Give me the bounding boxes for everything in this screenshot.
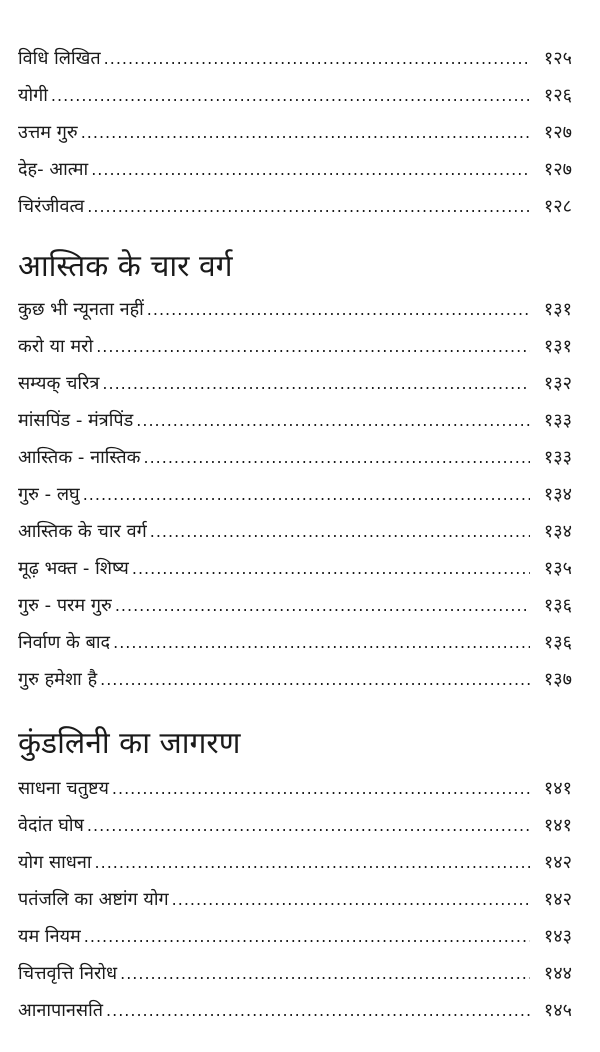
toc-entry-page: १२५ (543, 48, 572, 69)
toc-entry-title: चित्तवृत्ति निरोध (18, 963, 118, 984)
toc-entry-page: १४१ (543, 778, 572, 799)
toc-entry[interactable] (18, 550, 572, 587)
toc-entry-page: १४२ (543, 852, 572, 873)
toc-entry[interactable] (18, 77, 572, 114)
toc-entry-page: १३४ (543, 521, 572, 542)
toc-entry[interactable] (18, 291, 572, 328)
dot-leader (81, 114, 530, 151)
toc-entry[interactable] (18, 992, 572, 1029)
toc-entry-title: उत्तम गुरु (18, 122, 78, 143)
toc-entry-page: १३५ (543, 558, 572, 579)
dot-leader (120, 955, 530, 992)
toc-entry[interactable] (18, 328, 572, 365)
toc-entry-page: १२८ (543, 196, 572, 217)
toc-entry-page: १४२ (543, 889, 572, 910)
toc-entry-page: १२६ (543, 85, 572, 106)
toc-entry-title: आनापानसति (18, 1000, 104, 1021)
dot-leader (102, 365, 530, 402)
section-heading: आस्तिक के चार वर्ग (18, 249, 233, 284)
toc-entry[interactable] (18, 114, 572, 151)
toc-entry-title: आस्तिक के चार वर्ग (18, 521, 147, 542)
toc-entry-title: करो या मरो (18, 336, 94, 357)
dot-leader (132, 550, 530, 587)
toc-entry[interactable] (18, 439, 572, 476)
toc-entry[interactable] (18, 770, 572, 807)
dot-leader (87, 807, 530, 844)
toc-entry-page: १३६ (543, 595, 572, 616)
toc-entry-page: १३१ (543, 336, 572, 357)
toc-entry-page: १२७ (543, 122, 572, 143)
toc-entry-page: १३४ (543, 484, 572, 505)
toc-entry-page: १३७ (543, 669, 572, 690)
toc-entry-page: १३६ (543, 632, 572, 653)
toc-entry[interactable] (18, 807, 572, 844)
toc-entry[interactable] (18, 661, 572, 698)
toc-entry-title: कुछ भी न्यूनता नहीं (18, 299, 144, 320)
toc-section-astik (18, 247, 572, 698)
section-heading: कुंडलिनी का जागरण (18, 726, 241, 761)
toc-entry-title: पतंजलि का अष्टांग योग (18, 889, 169, 910)
toc-entry[interactable] (18, 918, 572, 955)
dot-leader (104, 40, 530, 77)
toc-entry-title: मूढ़ भक्त - शिष्य (18, 558, 129, 579)
dot-leader (95, 844, 530, 881)
toc-entry-title: सम्यक् चरित्र (18, 373, 100, 394)
toc-entry-page: १३३ (543, 447, 572, 468)
dot-leader (106, 992, 530, 1029)
toc-entry-title: योगी (18, 85, 48, 106)
toc-entry-title: विधि लिखित (18, 48, 101, 69)
toc-entry-title: गुरु - परम गुरु (18, 595, 112, 616)
toc-entry-title: गुरु हमेशा है (18, 669, 98, 690)
toc-entry[interactable] (18, 476, 572, 513)
toc-entry-title: योग साधना (18, 852, 92, 873)
toc-entry-title: यम नियम (18, 926, 81, 947)
toc-entry-title: गुरु - लघु (18, 484, 80, 505)
toc-entry-title: निर्वाण के बाद (18, 632, 111, 653)
dot-leader (143, 439, 530, 476)
toc-entry[interactable] (18, 881, 572, 918)
toc-entry-page: १४३ (543, 926, 572, 947)
toc-entry-title: आस्तिक - नास्तिक (18, 447, 141, 468)
toc-entry-page: १३१ (543, 299, 572, 320)
toc-entry-page: १४५ (543, 1000, 572, 1021)
dot-leader (115, 587, 530, 624)
dot-leader (113, 624, 530, 661)
dot-leader (147, 291, 530, 328)
toc-entry-page: १३२ (543, 373, 572, 394)
toc-entry-page: १२७ (543, 159, 572, 180)
toc-entry-title: वेदांत घोष (18, 815, 84, 836)
toc-entry[interactable] (18, 365, 572, 402)
toc-entry[interactable] (18, 513, 572, 550)
dot-leader (136, 402, 530, 439)
dot-leader (172, 881, 530, 918)
toc-entry[interactable] (18, 402, 572, 439)
toc-intro-section (18, 40, 572, 225)
dot-leader (100, 661, 530, 698)
dot-leader (83, 476, 530, 513)
toc-entry-page: १४४ (543, 963, 572, 984)
toc-entry-page: १४१ (543, 815, 572, 836)
toc-entry-title: देह- आत्मा (18, 159, 89, 180)
dot-leader (91, 151, 530, 188)
toc-entry-title: साधना चतुष्टय (18, 778, 109, 799)
dot-leader (96, 328, 530, 365)
toc-entry-page: १३३ (543, 410, 572, 431)
dot-leader (87, 188, 530, 225)
toc-entry[interactable] (18, 587, 572, 624)
toc-section-kundalini (18, 724, 572, 1029)
toc-entry-title: चिरंजीवत्व (18, 196, 85, 217)
dot-leader (112, 770, 530, 807)
dot-leader (84, 918, 530, 955)
dot-leader (51, 77, 530, 114)
toc-entry[interactable] (18, 844, 572, 881)
toc-entry[interactable] (18, 624, 572, 661)
toc-entry[interactable] (18, 955, 572, 992)
toc-entry[interactable] (18, 40, 572, 77)
dot-leader (150, 513, 530, 550)
toc-entry[interactable] (18, 151, 572, 188)
toc-entry-title: मांसपिंड - मंत्रपिंड (18, 410, 134, 431)
toc-entry[interactable] (18, 188, 572, 225)
